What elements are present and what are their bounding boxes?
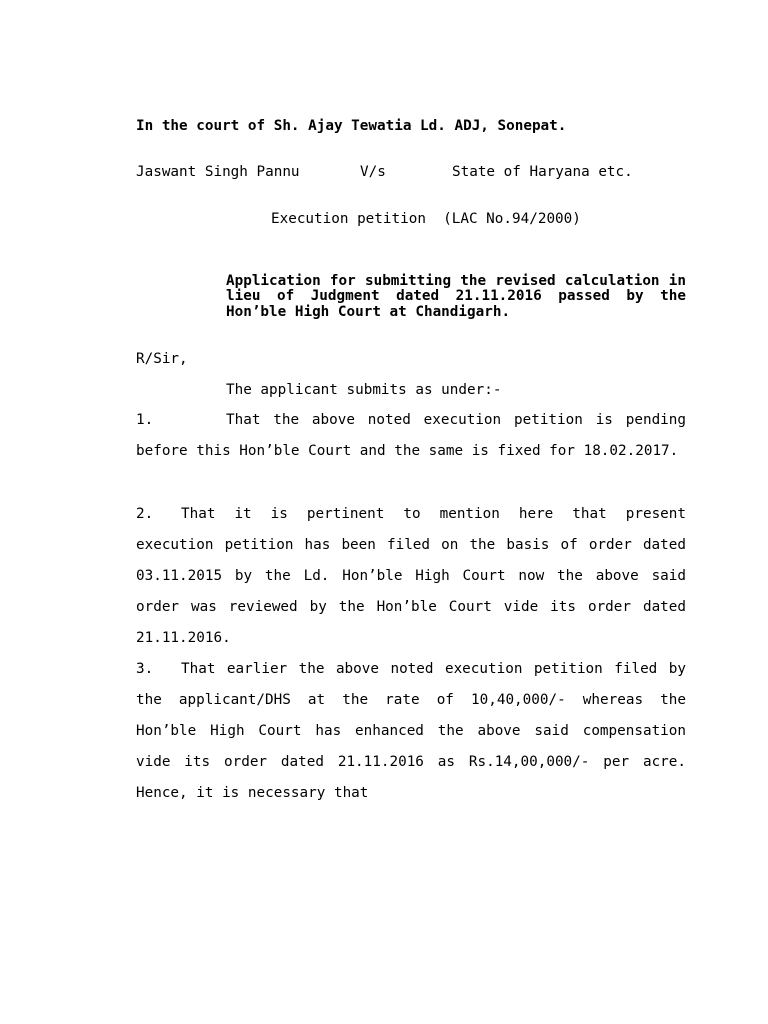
paragraph-text: That the above noted execution petition is pending before this Hon’ble Court and the same is fixed for 18.02.2017. (136, 412, 686, 459)
paragraph-number: 2. (136, 506, 154, 522)
court-heading: In the court of Sh. Ajay Tewatia Ld. ADJ, Sonepat. (136, 118, 567, 134)
respondent-name: State of Haryana etc. (452, 164, 633, 180)
application-subject: Application for submitting the revised calculation in lieu of Judgment dated 21.11.2016 passed by the Hon’ble High Court at Chandigarh. (226, 273, 686, 320)
paragraph-3 (136, 654, 686, 809)
petitioner-name: Jaswant Singh Pannu (136, 164, 300, 180)
paragraph-number: 1. (136, 412, 154, 428)
paragraph-1 (136, 405, 686, 467)
case-parties (136, 164, 686, 244)
paragraph-number: 3. (136, 661, 154, 677)
petition-title: Execution petition (LAC No.94/2000) (271, 211, 581, 227)
intro-line: The applicant submits as under:- (226, 382, 502, 398)
versus-label: V/s (360, 164, 386, 180)
paragraph-2 (136, 499, 686, 654)
salutation: R/Sir, (136, 351, 188, 367)
paragraph-text: That it is pertinent to mention here that present execution petition has been filed on the basis of order dated 03.11.2015 by the Ld. Hon’ble High Court now the above said order was reviewed by the Hon’ble Court vide its order dated 21.11.2016. (136, 506, 686, 646)
paragraph-text: That earlier the above noted execution petition filed by the applicant/DHS at the rate of 10,40,000/- whereas the Hon’ble High Court has enhanced the above said compensation vide its order dated 21.11.2016 as Rs.14,00,000/- per acre. Hence, it is necessary that (136, 661, 686, 801)
